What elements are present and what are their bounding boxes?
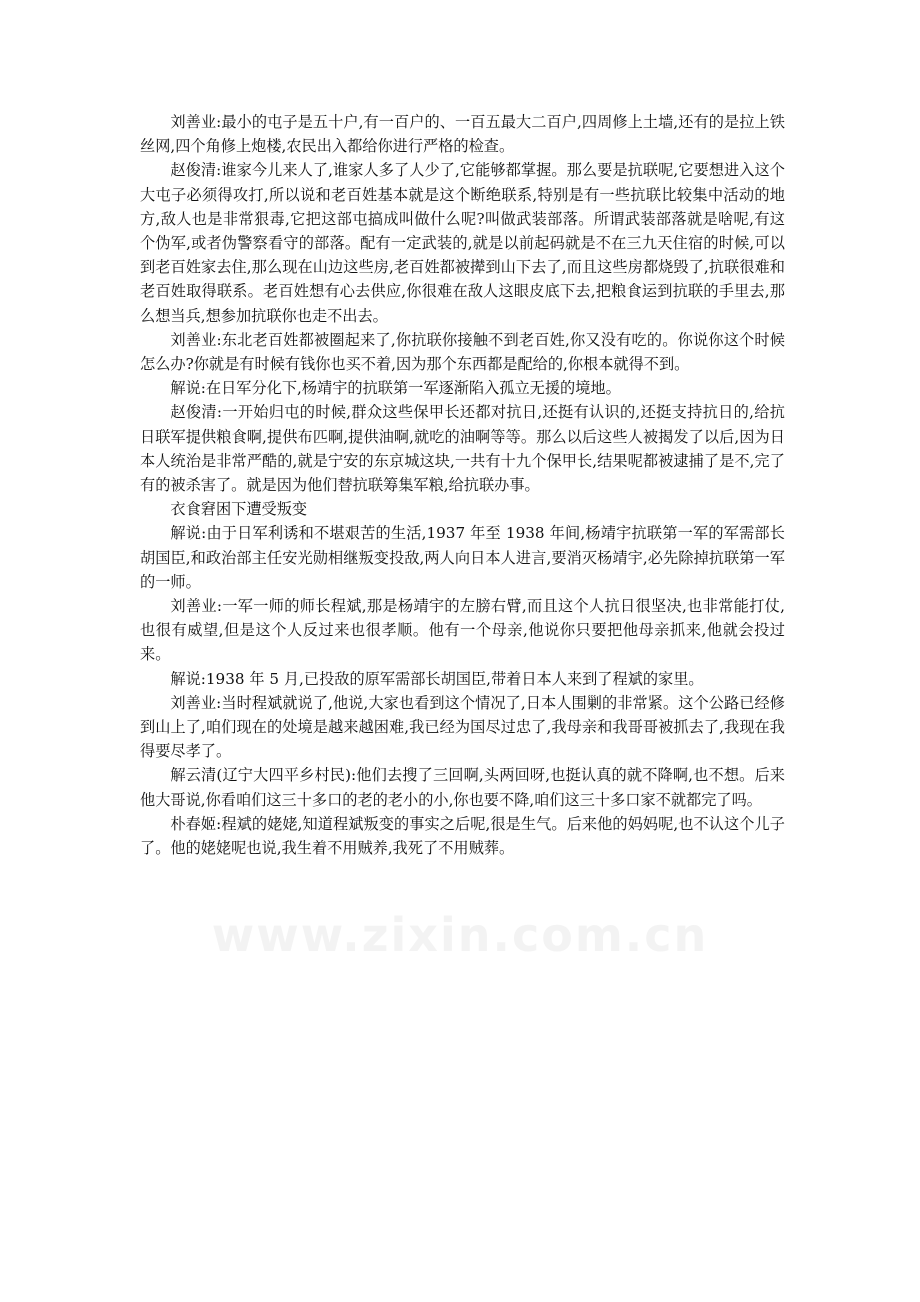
section-heading: 衣食窘困下遭受叛变 <box>170 500 308 519</box>
paragraph-narration-1: 解说:在日军分化下,杨靖宇的抗联第一军逐渐陷入孤立无援的境地。 <box>170 379 621 398</box>
watermark-text: www.zixin.com.cn <box>211 908 709 962</box>
paragraph-narration-2: 解说:由于日军利诱和不堪艰苦的生活,1937 年至 1938 年间,杨靖宇抗联第一军的军需部长胡国臣,和政治部主任安光勋相继叛变投敌,两人向日本人进言,要消灭杨靖宇,必先除掉抗联第一军的一师。 <box>140 524 785 591</box>
paragraph-liu-shanye-2: 刘善业:东北老百姓都被圈起来了,你抗联你接触不到老百姓,你又没有吃的。你说你这个时候怎么办?你就是有时候有钱你也买不着,因为那个东西都是配给的,你根本就得不到。 <box>140 330 785 374</box>
paragraph-liu-shanye-3: 刘善业:一军一师的师长程斌,那是杨靖宇的左膀右臂,而且这个人抗日很坚决,也非常能打仗,也很有威望,但是这个人反过来也很孝顺。他有一个母亲,他说你只要把他母亲抓来,他就会投过来。 <box>140 597 785 664</box>
paragraph-zhao-junqing-2: 赵俊清:一开始归屯的时候,群众这些保甲长还都对抗日,还挺有认识的,还挺支持抗日的,给抗日联军提供粮食啊,提供布匹啊,提供油啊,就吃的油啊等等。那么以后这些人被揭发了以后,因为日本人统治是非常严酷的,就是宁安的东京城这块,一共有十九个保甲长,结果呢都被逮捕了是不,完了有的被杀害了。就是因为他们替抗联筹集军粮,给抗联办事。 <box>140 403 785 495</box>
paragraph-piao-chunji: 朴春姬:程斌的姥姥,知道程斌叛变的事实之后呢,很是生气。后来他的妈妈呢,也不认这个儿子了。他的姥姥呢也说,我生着不用贼养,我死了不用贼葬。 <box>140 814 785 858</box>
paragraph-narration-3: 解说:1938 年 5 月,已投敌的原军需部长胡国臣,带着日本人来到了程斌的家里。 <box>170 669 704 688</box>
paragraph-liu-shanye-4: 刘善业:当时程斌就说了,他说,大家也看到这个情况了,日本人围剿的非常紧。这个公路已经修到山上了,咱们现在的处境是越来越困难,我已经为国尽过忠了,我母亲和我哥哥被抓去了,我现在我得要尽孝了。 <box>140 693 785 761</box>
paragraph-zhao-junqing-1: 赵俊清:谁家今儿来人了,谁家人多了人少了,它能够都掌握。那么要是抗联呢,它要想进入这个大屯子必须得攻打,所以说和老百姓基本就是这个断绝联系,特别是有一些抗联比较集中活动的地方,敌人也是非常狠毒,它把这部屯搞成叫做什么呢?叫做武装部落。所谓武装部落就是啥呢,有这个伪军,或者伪警察看守的部落。配有一定武装的,就是以前起码就是不在三九天住宿的时候,可以到老百姓家去住,那么现在山边这些房,老百姓都被撵到山下去了,而且这些房都烧毁了,抗联很难和老百姓取得联系。老百姓想有心去供应,你很难在敌人这眼皮底下去,把粮食运到抗联的手里去,那么想当兵,想参加抗联你也走不出去。 <box>140 161 785 325</box>
paragraph-liu-shanye-1: 刘善业:最小的屯子是五十户,有一百户的、一百五最大二百户,四周修上土墙,还有的是拉上铁丝网,四个角修上炮楼,农民出入都给你进行严格的检查。 <box>140 113 785 156</box>
document-body <box>140 110 785 860</box>
paragraph-xie-yunqing: 解云清(辽宁大四平乡村民):他们去搜了三回啊,头两回呀,也挺认真的就不降啊,也不想。后来他大哥说,你看咱们这三十多口的老的老小的小,你也要不降,咱们这三十多口家不就都完了吗。 <box>140 766 785 809</box>
